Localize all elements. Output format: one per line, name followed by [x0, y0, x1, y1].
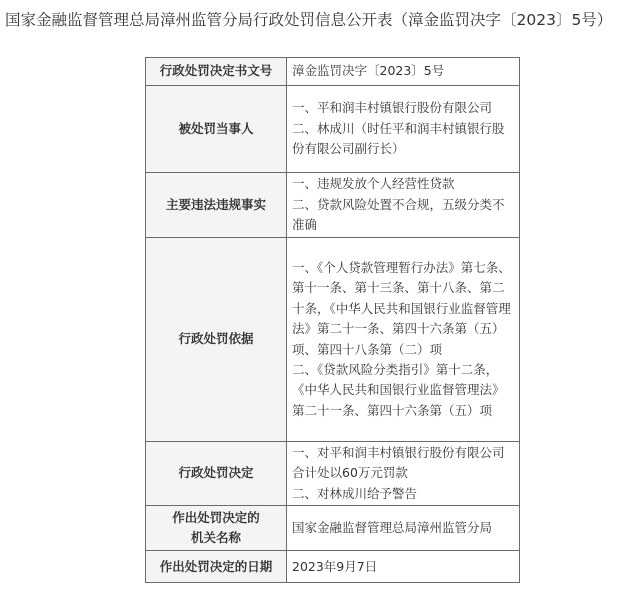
row-label: 行政处罚决定 — [146, 442, 287, 506]
value-line: 二、贷款风险处置不合规，五级分类不准确 — [292, 196, 505, 233]
label-line: 机关名称 — [190, 530, 241, 546]
row-label: 作出处罚决定的日期 — [146, 551, 287, 583]
row-label — [146, 506, 287, 551]
label-line: 作出处罚决定的 — [172, 509, 260, 525]
value-line: 一、违规发放个人经营性贷款 — [292, 176, 455, 192]
row-label: 主要违法违规事实 — [146, 173, 287, 238]
row-value — [287, 551, 520, 583]
table-row-penalty-decision — [146, 442, 520, 506]
value-line: 漳金监罚决字〔2023〕5号 — [292, 63, 445, 79]
value-line: 一、平和润丰村镇银行股份有限公司 — [292, 100, 493, 116]
table-row-penalized-party — [146, 86, 520, 173]
page-title: 国家金融监督管理总局漳州监管分局行政处罚信息公开表（漳金监罚决字〔2023〕5号） — [5, 11, 613, 29]
row-value — [287, 58, 520, 86]
row-label: 行政处罚决定书文号 — [146, 58, 287, 86]
value-line: 一、《个人贷款管理暂行办法》第七条、第十一条、第十三条、第十八条、第二十条，《中华人民共和国银行业监督管理法》第二十一条、第四十六条第（五）项、第四十八条第（二）项 — [292, 259, 511, 357]
value-line: 二、林成川（时任平和润丰村镇银行股份有限公司副行长） — [292, 120, 505, 157]
value-line: 国家金融监督管理总局漳州监管分局 — [292, 520, 493, 536]
penalty-info-table — [145, 57, 520, 583]
row-value — [287, 442, 520, 506]
row-value — [287, 238, 520, 442]
table-row-violation-facts — [146, 173, 520, 238]
table-row-issuing-authority — [146, 506, 520, 551]
row-value — [287, 173, 520, 238]
row-label: 被处罚当事人 — [146, 86, 287, 173]
table-row-legal-basis — [146, 238, 520, 442]
value-line: 2023年9月7日 — [292, 558, 378, 574]
value-line: 二、对林成川给予警告 — [292, 485, 418, 501]
value-line: 二、《贷款风险分类指引》第十二条，《中华人民共和国银行业监督管理法》第二十一条、第四十六条第（五）项 — [292, 361, 505, 418]
row-label: 行政处罚依据 — [146, 238, 287, 442]
table-row-decision-date — [146, 551, 520, 583]
value-line: 一、对平和润丰村镇银行股份有限公司合计处以60万元罚款 — [292, 445, 505, 481]
row-value — [287, 506, 520, 551]
row-value — [287, 86, 520, 173]
table-row-decision-number — [146, 58, 520, 86]
